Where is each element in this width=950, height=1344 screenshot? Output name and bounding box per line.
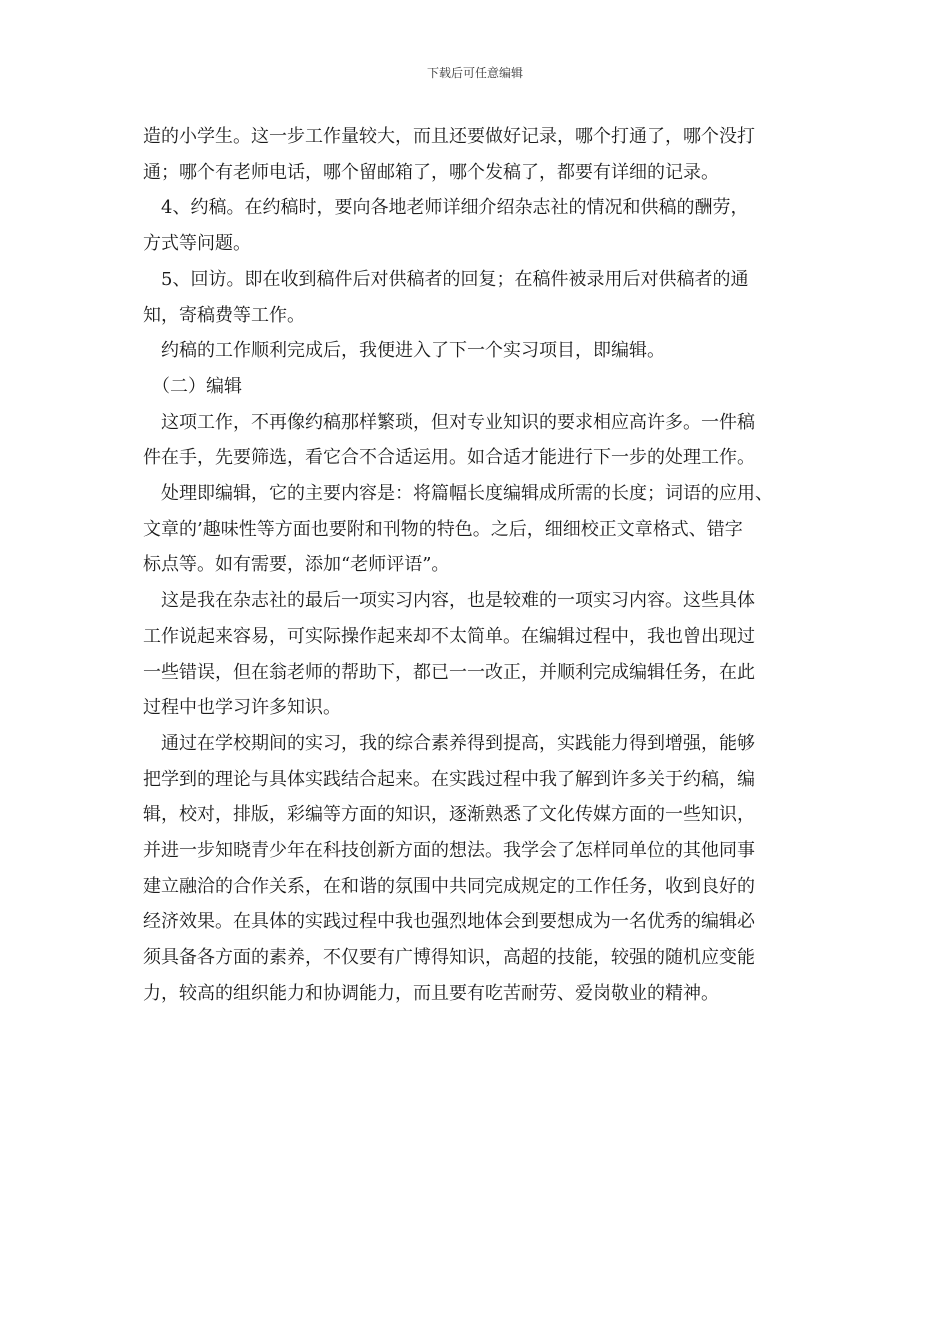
text-line: 5、回访。即在收到稿件后对供稿者的回复；在稿件被录用后对供稿者的通 <box>143 269 749 290</box>
text-line: （二）编辑 <box>143 376 242 397</box>
text-line: 经济效果。在具体的实践过程中我也强烈地体会到要想成为一名优秀的编辑必 <box>143 911 755 932</box>
text-line: 过程中也学习许多知识。 <box>143 697 341 718</box>
text-line: 造的小学生。这一步工作量较大，而且还要做好记录，哪个打通了，哪个没打 <box>143 126 755 147</box>
text-line: 辑，校对，排版，彩编等方面的知识，逐渐熟悉了文化传媒方面的一些知识， <box>143 804 755 825</box>
text-line: 把学到的理论与具体实践结合起来。在实践过程中我了解到许多关于约稿，编 <box>143 769 755 790</box>
text-line: 工作说起来容易，可实际操作起来却不太简单。在编辑过程中，我也曾出现过 <box>143 626 755 647</box>
text-line: 处理即编辑，它的主要内容是：将篇幅长度编辑成所需的长度；词语的应用、 <box>143 483 773 504</box>
text-line: 标点等。如有需要，添加“老师评语”。 <box>143 554 450 575</box>
text-line: 一些错误，但在翁老师的帮助下，都已一一改正，并顺利完成编辑任务，在此 <box>143 662 755 683</box>
text-line: 约稿的工作顺利完成后，我便进入了下一个实习项目，即编辑。 <box>143 340 665 361</box>
text-line: 通过在学校期间的实习，我的综合素养得到提高，实践能力得到增强，能够 <box>143 733 755 754</box>
text-line: 须具备各方面的素养，不仅要有广博得知识，高超的技能，较强的随机应变能 <box>143 947 755 968</box>
text-line: 文章的’趣味性等方面也要附和刊物的特色。之后，细细校正文章格式、错字 <box>143 519 743 540</box>
text-line: 并进一步知晓青少年在科技创新方面的想法。我学会了怎样同单位的其他同事 <box>143 840 755 861</box>
text-line: 知，寄稿费等工作。 <box>143 305 305 326</box>
text-line: 通；哪个有老师电话，哪个留邮箱了，哪个发稿了，都要有详细的记录。 <box>143 162 719 183</box>
page-header: 下载后可任意编辑 <box>426 66 523 80</box>
text-line: 这是我在杂志社的最后一项实习内容，也是较难的一项实习内容。这些具体 <box>143 590 755 611</box>
text-line: 件在手，先要筛选，看它合不合适运用。如合适才能进行下一步的处理工作。 <box>143 447 755 468</box>
text-line: 力，较高的组织能力和协调能力，而且要有吃苦耐劳、爱岗敬业的精神。 <box>143 983 719 1004</box>
text-line: 方式等问题。 <box>143 233 251 254</box>
text-line: 这项工作，不再像约稿那样繁琐，但对专业知识的要求相应高许多。一件稿 <box>143 412 755 433</box>
text-line: 4、约稿。在约稿时，要向各地老师详细介绍杂志社的情况和供稿的酬劳， <box>143 197 749 218</box>
text-line: 建立融洽的合作关系，在和谐的氛围中共同完成规定的工作任务，收到良好的 <box>143 876 755 897</box>
